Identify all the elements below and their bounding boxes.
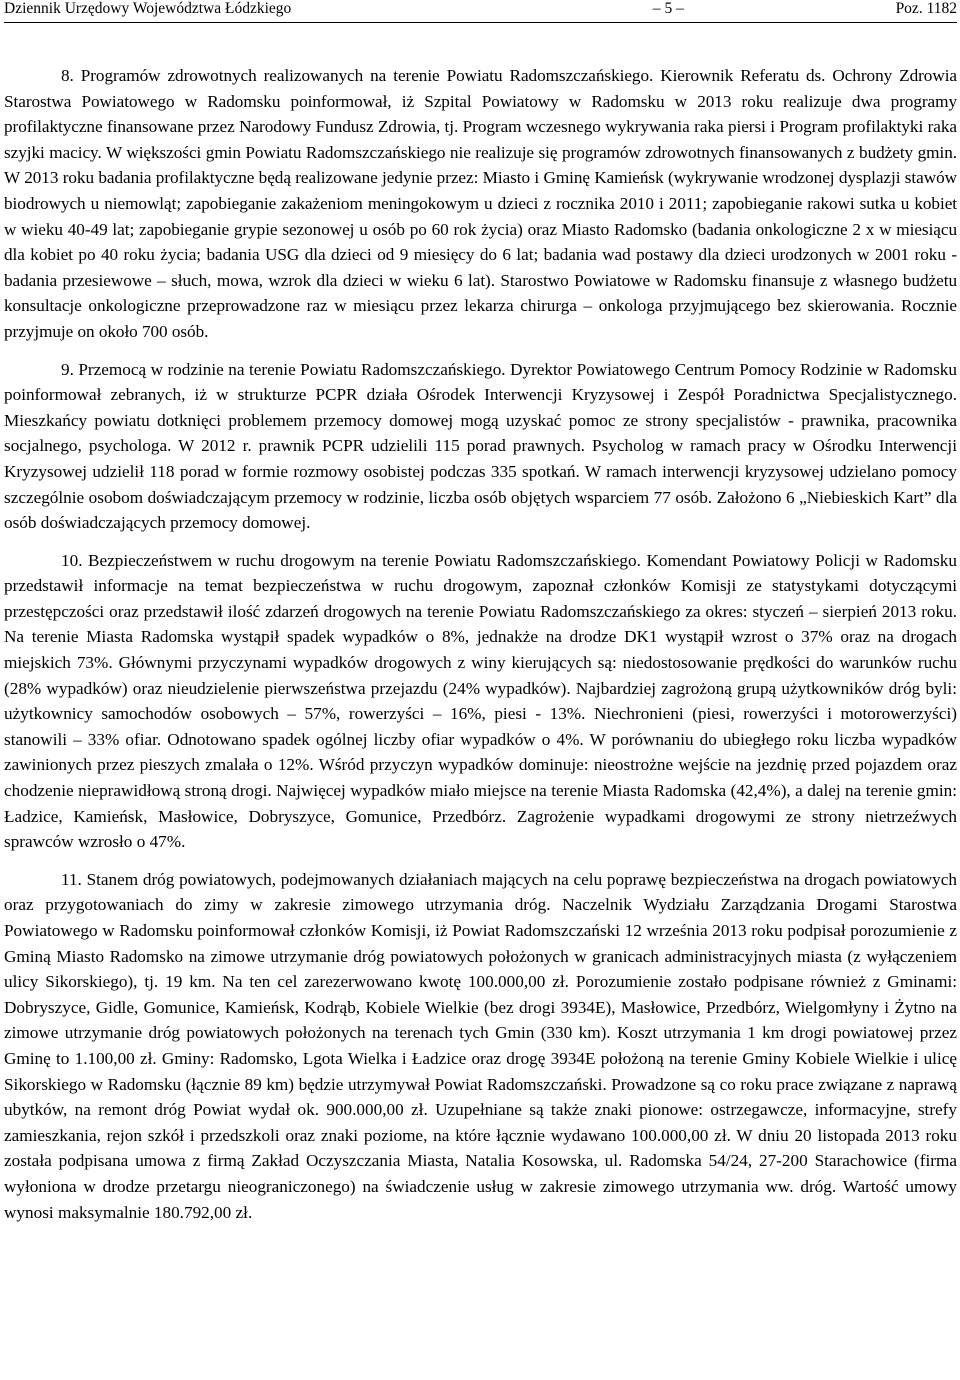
paragraph-road-maintenance: 11. Stanem dróg powiatowych, podejmowanych działaniach mających na celu poprawę bezpieczeństwa na drogach powiatowych oraz przygotowaniach do zimy w zakresie zimowego utrzymania dróg. Naczelnik Wydziału Zarządzania Drogami Starostwa Powiatowego w Radomsku poinformował członków Komisji, iż Powiat Radomszczański 12 września 2013 roku podpisał porozumienie z Gminą Miasto Radomsko na zimowe utrzymanie dróg powiatowych położonych w granicach administracyjnych miasta (z wyłączeniem ulicy Sikorskiego), tj. 19 km. Na ten cel zarezerwowano kwotę 100.000,00 zł. Porozumienie zostało podpisane również z Gminami: Dobryszyce, Gidle, Gomunice, Kamieńsk, Kodrąb, Kobiele Wielkie (bez drogi 3934E), Masłowice, Przedbórz, Wielgomłyny i Żytno na zimowe utrzymanie dróg powiatowych położonych na terenach tych Gmin (330 km). Koszt utrzymania 1 km drogi powiatowej przez Gminę to 1.100,00 zł. Gminy: Radomsko, Lgota Wielka i Ładzice oraz drogę 3934E położoną na terenie Gminy Kobiele Wielkie i ulicę Sikorskiego w Radomsku (łącznie 89 km) będzie utrzymywał Powiat Radomszczański. Prowadzone są co roku prace związane z naprawą ubytków, na remont dróg Powiat wydał ok. 900.000,00 zł. Uzupełniane są także znaki pionowe: ostrzegawcze, informacyjne, strefy zamieszkania, rejon szkół i przedszkoli oraz znaki poziome, na które łącznie wydawano 100.000,00 zł. W dniu 20 listopada 2013 roku została podpisana umowa z firmą Zakład Oczyszczania Miasta, Natalia Kosowska, ul. Radomska 54/24, 27-200 Starachowice (firma wyłoniona w drodze przetargu nieograniczonego) na świadczenie usług w zakresie zimowego utrzymania ww. dróg. Wartość umowy wynosi maksymalnie 180.792,00 zł. bbox=[4, 869, 957, 1222]
position-number: Poz. 1182 bbox=[895, 0, 957, 17]
page-number: – 5 – bbox=[652, 0, 684, 17]
page-header bbox=[4, 0, 957, 23]
paragraph-road-safety: 10. Bezpieczeństwem w ruchu drogowym na terenie Powiatu Radomszczańskiego. Komendant Powiatowy Policji w Radomsku przedstawił informacje na temat bezpieczeństwa w ruchu drogowym, zapoznał członków Komisji ze statystykami dotyczącymi przestępczości oraz przedstawił ilość zdarzeń drogowych na terenie Powiatu Radomszczańskiego za okres: styczeń – sierpień 2013 roku. Na terenie Miasta Radomska wystąpił spadek wypadków o 8%, jednakże na drodze DK1 wystąpił wzrost o 37% oraz na drogach miejskich 73%. Głównymi przyczynami wypadków drogowych z winy kierujących są: niedostosowanie prędkości do warunków ruchu (28% wypadków) oraz nieudzielenie pierwszeństwa przejazdu (24% wypadków). Najbardziej zagrożoną grupą użytkowników dróg byli: użytkownicy samochodów osobowych – 57%, rowerzyści – 16%, piesi - 13%. Niechronieni (piesi, rowerzyści i motorowerzyści) stanowili – 33% ofiar. Odnotowano spadek ogólnej liczby ofiar wypadków o 4%. W porównaniu do ubiegłego roku liczba wypadków zawinionych przez pieszych zmalała o 12%. Wśród przyczyn wypadków dominuje: nieostrożne wejście na jezdnię przed pojazdem oraz chodzenie nieprawidłową stroną drogi. Najwięcej wypadków miało miejsce na terenie Miasta Radomska (42,4%), a dalej na terenie gmin: Ładzice, Kamieńsk, Masłowice, Dobryszyce, Gomunice, Przedbórz. Zagrożenie wypadkami drogowymi ze strony nietrzeźwych sprawców wzrosło o 47%. bbox=[4, 550, 957, 852]
publication-title: Dziennik Urzędowy Województwa Łódzkiego bbox=[4, 0, 292, 17]
paragraph-health-programs: 8. Programów zdrowotnych realizowanych na terenie Powiatu Radomszczańskiego. Kierownik Referatu ds. Ochrony Zdrowia Starostwa Powiatowego w Radomsku poinformował, iż Szpital Powiatowy w Radomsku w 2013 roku realizuje dwa programy profilaktyczne finansowane przez Narodowy Fundusz Zdrowia, tj. Program wczesnego wykrywania raka piersi i Program profilaktyki raka szyjki macicy. W większości gmin Powiatu Radomszczańskiego nie realizuje się programów zdrowotnych finansowanych z budżety gmin. W 2013 roku badania profilaktyczne będą realizowane jedynie przez: Miasto i Gminę Kamieńsk (wykrywanie wrodzonej dysplazji stawów biodrowych u niemowląt; zapobieganie zakażeniom meningokowym u dzieci z rocznika 2010 i 2011; zapobieganie rakowi sutka u kobiet w wieku 40-49 lat; zapobieganie grypie sezonowej u osób po 60 rok życia) oraz Miasto Radomsko (badania onkologiczne 2 x w miesiącu dla kobiet po 40 roku życia; badania USG dla dzieci od 9 miesięcy do 6 lat; badania wad postawy dla dzieci urodzonych w 2001 roku - badania przesiewowe – słuch, mowa, wzrok dla dzieci w wieku 6 lat). Starostwo Powiatowe w Radomsku finansuje z własnego budżetu konsultacje onkologiczne przeprowadzone raz w miesiącu przez lekarza chirurga – onkologa przyjmującego bez skierowania. Rocznie przyjmuje on około 700 osób. bbox=[4, 66, 957, 341]
paragraph-domestic-violence: 9. Przemocą w rodzinie na terenie Powiatu Radomszczańskiego. Dyrektor Powiatowego Centrum Pomocy Rodzinie w Radomsku poinformował zebranych, iż w strukturze PCPR działa Ośrodek Interwencji Kryzysowej i Zespół Poradnictwa Specjalistycznego. Mieszkańcy powiatu dotknięci problemem przemocy domowej mogą uzyskać pomoc ze strony specjalistów - prawnika, pracownika socjalnego, psychologa. W 2012 r. prawnik PCPR udzielili 115 porad prawnych. Psycholog w ramach pracy w Ośrodku Interwencji Kryzysowej udzielił 118 porad w formie rozmowy osobistej podczas 335 spotkań. W ramach interwencji kryzysowej udzielano pomocy szczególnie osobom doświadczającym przemocy w rodzinie, liczba osób objętych wsparciem 77 osób. Założono 6 „Niebieskich Kart” dla osób doświadczających przemocy domowej. bbox=[4, 359, 957, 533]
document-body bbox=[4, 63, 957, 1225]
